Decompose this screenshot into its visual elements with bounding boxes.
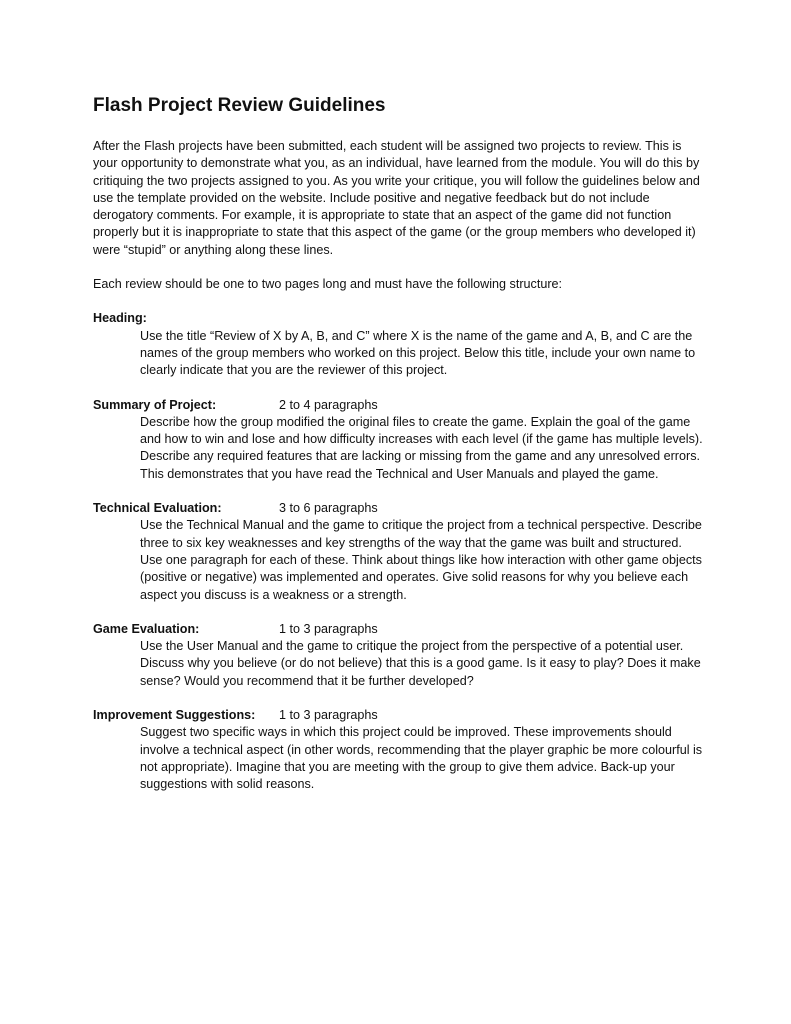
section-header	[93, 707, 703, 724]
section-label: Technical Evaluation:	[93, 501, 222, 516]
section-length: 1 to 3 paragraphs	[279, 621, 378, 636]
section-header	[93, 500, 703, 517]
section-game-evaluation	[93, 621, 703, 690]
section-length: 2 to 4 paragraphs	[279, 397, 378, 412]
section-header	[93, 397, 703, 414]
section-summary-of-project	[93, 397, 703, 483]
section-body: Use the title “Review of X by A, B, and C” where X is the name of the game and A, B, and C are the names of the group members who worked on this project. Below this title, include your own name to clearly indicate that you are the reviewer of this project.	[140, 328, 696, 378]
section-length: 1 to 3 paragraphs	[279, 708, 378, 723]
section-length: 3 to 6 paragraphs	[279, 501, 378, 516]
page-title: Flash Project Review Guidelines	[93, 95, 386, 116]
section-label: Game Evaluation:	[93, 621, 200, 636]
section-technical-evaluation	[93, 500, 703, 604]
section-header	[93, 621, 703, 638]
section-body: Use the User Manual and the game to critique the project from the perspective of a potential user. Discuss why you believe (or do not believe) that this is a good game. Is it easy to play? Does it make sense? Would you recommend that it be further developed?	[140, 639, 701, 688]
section-heading	[93, 310, 703, 379]
section-improvement-suggestions	[93, 707, 703, 793]
section-label: Summary of Project:	[93, 397, 217, 412]
intro-paragraph: After the Flash projects have been submitted, each student will be assigned two projects to review. This is your opportunity to demonstrate what you, as an individual, have learned from the module. You will do this by critiquing the two projects assigned to you. As you write your critique, you will follow the guidelines below and use the template provided on the website. Include positive and negative feedback but do not include derogatory comments. For example, it is appropriate to state that an aspect of the game did not function properly but it is inappropriate to state that this aspect of the game (or the group members who developed it) were “stupid” or anything along these lines.	[93, 139, 700, 257]
section-body: Use the Technical Manual and the game to critique the project from a technical perspective. Describe three to six key weaknesses and key strengths of the way that the game was built and structured. Use one paragraph for each of these. Think about things like how interaction with other game objects (positive or negative) was implemented and operates. Give solid reasons for why you believe each aspect you discuss is a weakness or a strength.	[140, 518, 702, 602]
section-header	[93, 310, 703, 327]
structure-note: Each review should be one to two pages long and must have the following structure:	[93, 277, 563, 292]
document-page	[93, 94, 703, 811]
section-label: Heading:	[93, 311, 147, 326]
section-label: Improvement Suggestions:	[93, 708, 256, 723]
section-body: Describe how the group modified the original files to create the game. Explain the goal of the game and how to win and lose and how difficulty increases with each level (if the game has multiple levels). Describe any required features that are lacking or missing from the game and any unresolved errors. This demonstrates that you have read the Technical and User Manuals and played the game.	[140, 414, 703, 481]
section-body: Suggest two specific ways in which this project could be improved. These improvements should involve a technical aspect (in other words, recommending that the player graphic be more colourful is not appropriate). Imagine that you are meeting with the group to give them advice. Back-up your suggestions with solid reasons.	[140, 725, 703, 792]
